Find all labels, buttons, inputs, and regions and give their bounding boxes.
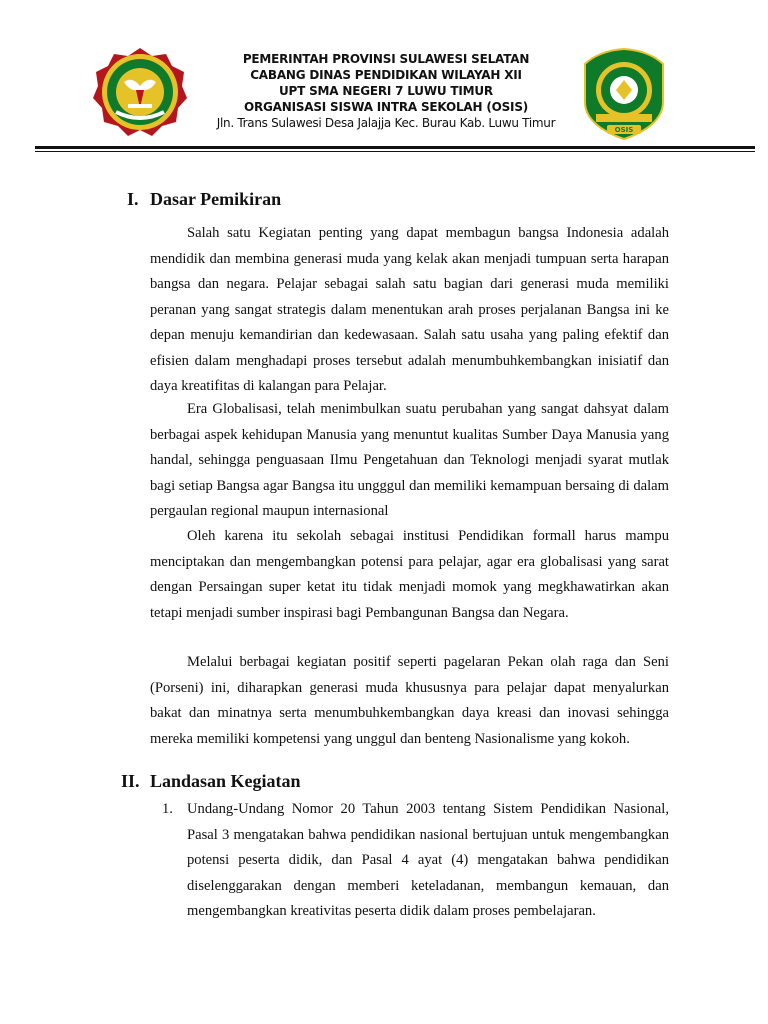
- letterhead: [0, 0, 768, 160]
- kop-line-school: UPT SMA NEGERI 7 LUWU TIMUR: [279, 84, 493, 98]
- letterhead-rule-thick: [35, 146, 755, 149]
- kop-address: Jln. Trans Sulawesi Desa Jalajja Kec. Burau Kab. Luwu Timur: [216, 116, 556, 130]
- letterhead-text: [190, 51, 582, 131]
- kop-line-province: PEMERINTAH PROVINSI SULAWESI SELATAN: [242, 52, 530, 66]
- kop-line-organization: ORGANISASI SISWA INTRA SEKOLAH (OSIS): [243, 100, 529, 114]
- landasan-list: [162, 797, 669, 925]
- section-number: II.: [121, 771, 140, 791]
- list-item: [162, 797, 669, 925]
- paragraph: Melalui berbagai kegiatan positif seperti pagelaran Pekan olah raga dan Seni (Porseni) ini, diharapkan generasi muda khususnya para pelajar dapat menyalurkan bakat dan minatnya serta menumbuhkembangkan daya kreasi dan inovasi sehingga mereka memiliki kompetensi yang unggul dan benteng Nasionalisme yang kokoh.: [150, 654, 669, 747]
- paragraph: Era Globalisasi, telah menimbulkan suatu perubahan yang sangat dahsyat dalam berbagai aspek kehidupan Manusia yang menuntut kualitas Sumber Daya Manusia yang handal, sehingga penguasaan Ilmu Pengetahuan dan Teknologi menjadi syarat mutlak bagi setiap Bangsa agar Bangsa itu ungggul dan memiliki kemampuan bersaing di dalam pergaulan regional maupun internasional: [150, 401, 669, 519]
- osis-badge-text: OSIS: [614, 126, 634, 134]
- kop-line-office: CABANG DINAS PENDIDIKAN WILAYAH XII: [250, 68, 522, 82]
- osis-emblem-icon: [583, 48, 665, 140]
- section-title: Landasan Kegiatan: [150, 771, 301, 791]
- paragraph: Oleh karena itu sekolah sebagai institusi Pendidikan formall harus mampu menciptakan dan mengembangkan potensi para pelajar, agar era globalisasi yang sarat dengan Persaingan super ketat itu tidak menjadi momok yang megkhawatirkan akan tetapi menjadi sumber inspirasi bagi Pembangunan Bangsa dan Negara.: [150, 528, 669, 621]
- list-item-number: 1.: [162, 801, 173, 817]
- section-title: Dasar Pemikiran: [150, 189, 282, 209]
- paragraph: Salah satu Kegiatan penting yang dapat membagun bangsa Indonesia adalah mendidik dan membina generasi muda yang kelak akan menjadi tumpuan serta harapan bangsa dan negara. Pelajar sebagai salah satu bagian dari generasi muda memiliki peranan yang sangat strategis dalam menentukan arah proses perjalanan Bangsa ini ke depan menuju kemandirian dan kedewasaan. Salah satu usaha yang paling efektif dan efisien dalam menghadapi proses tersebut adalah menumbuhkembangkan inisiatif dan daya kreatifitas di kalangan para Pelajar.: [150, 225, 669, 394]
- letterhead-rule-thin: [35, 151, 755, 152]
- list-item-text: Undang-Undang Nomor 20 Tahun 2003 tentang Sistem Pendidikan Nasional, Pasal 3 mengatakan bahwa pendidikan nasional bertujuan untuk mengembangkan potensi peserta didik, dan Pasal 4 ayat (4) mengatakan bahwa pendidikan diselenggarakan dengan memberi keteladanan, membangun kemauan, dan mengembangkan kreativitas peserta didik dalam proses pembelajaran.: [187, 801, 669, 919]
- school-crest-icon: [92, 46, 188, 138]
- section-number: I.: [127, 189, 139, 209]
